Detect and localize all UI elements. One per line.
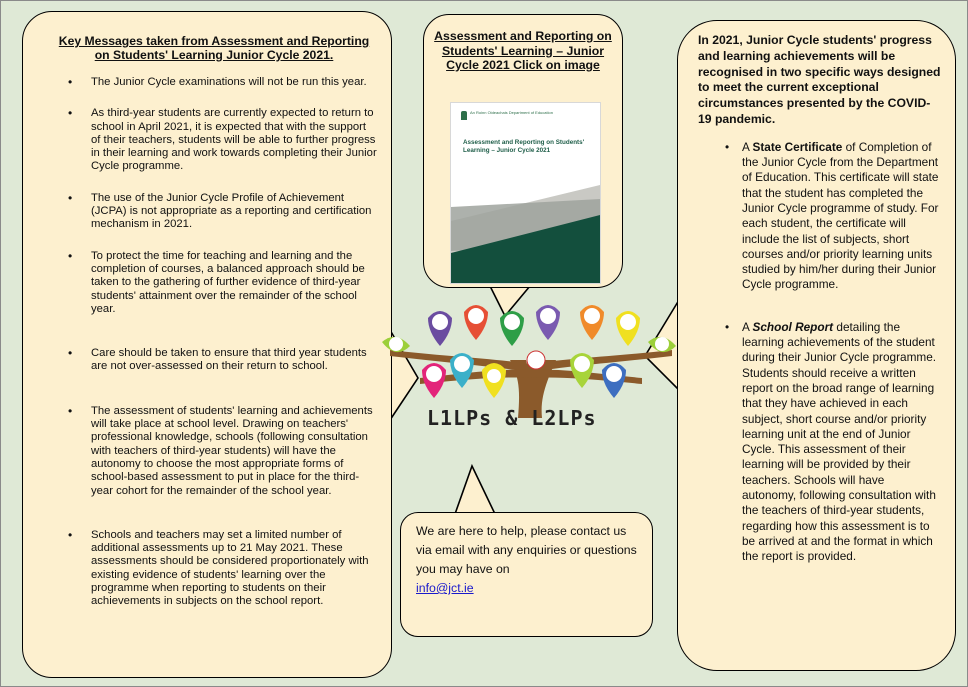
key-message-item: • Care should be taken to ensure that third year students are not over-assessed on their return to school. bbox=[91, 347, 377, 374]
key-messages-panel bbox=[22, 11, 392, 678]
email-link[interactable]: info@jct.ie bbox=[416, 581, 474, 595]
key-message-item: • Schools and teachers may set a limited number of additional assessments up to 21 May 2021. These assessments should be considered proportionately with existing evidence of students' learning over the programme when reporting to students on their achievements in subjects on the school report. bbox=[91, 529, 377, 609]
state-certificate-text: of Completion of the Junior Cycle from the Department of Education. This certificate will state that the student has completed the Junior Cycle programme of study. For each student, the certificate will include the list of subjects, short courses and/or priority learning units studied by him/her during their Junior Cycle programme. bbox=[742, 139, 939, 292]
recognition-panel bbox=[677, 20, 956, 671]
recognition-intro: In 2021, Junior Cycle students' progress and learning achievements will be recognised in two specific ways designed to meet the current exceptional circumstances presented by the COVID-19 pandemic. bbox=[698, 33, 941, 126]
document-link-panel bbox=[423, 14, 623, 288]
state-certificate-label: State Certificate bbox=[752, 139, 843, 154]
cover-graphic bbox=[451, 103, 600, 283]
document-cover-title: Assessment and Reporting on Students' Learning – Junior Cycle 2021 bbox=[463, 139, 585, 154]
key-message-item: • As third-year students are currently expected to return to school in April 2021, it is expected that with the support of their teachers, students will be able to further progress in their learning and work towards completing their Junior Cycle programme. bbox=[91, 107, 377, 173]
recognition-list bbox=[698, 140, 941, 565]
contact-message: We are here to help, please contact us via email with any enquiries or questions you may have on bbox=[416, 524, 637, 576]
contact-panel bbox=[400, 512, 653, 637]
document-link-caption[interactable]: Assessment and Reporting on Students' Learning – Junior Cycle 2021 Click on image bbox=[434, 29, 612, 72]
state-certificate-item bbox=[742, 140, 941, 293]
key-message-item: • The Junior Cycle examinations will not be run this year. bbox=[91, 76, 377, 89]
key-message-item: • The use of the Junior Cycle Profile of Achievement (JCPA) is not appropriate as a reporting and certification mechanism in 2021. bbox=[91, 192, 377, 232]
department-logo-text: An Roinn Oideachais Department of Education bbox=[470, 110, 553, 115]
key-message-item: • To protect the time for teaching and learning and the completion of courses, a balanced approach should be taken to the gathering of further evidence of third-year students' attainment over the remainder of the school year. bbox=[91, 250, 377, 316]
school-report-label: School Report bbox=[752, 319, 834, 334]
key-message-item: • The assessment of students' learning and achievements will take place at school level. Drawing on teachers' professional knowledge, schools (following consultation with teachers of third-year students) will have the autonomy to choose the most appropriate forms of school-based assessment to put in place for the third-year cohort for the remainder of the school year. bbox=[91, 405, 377, 498]
key-messages-title: Key Messages taken from Assessment and Reporting on Students' Learning Junior Cycle 2021. bbox=[58, 34, 370, 62]
school-report-item bbox=[742, 320, 941, 565]
tree-caption: L1LPs & L2LPs bbox=[427, 406, 597, 430]
school-report-text: detailing the learning achievements of the student during their Junior Cycle programme. Students should receive a written report on the broad range of learning that they have achieved in each subject, short course and/or priority learning unit at the end of Junior Cycle. This assessment of their learning will be provided by their teachers. Schools will have autonomy, following consultation with the teachers of third-year students, regarding how this assessment is to be arrived at and the format in which the report is provided. bbox=[742, 319, 937, 564]
item-prefix: A bbox=[742, 139, 753, 154]
document-cover-image[interactable] bbox=[450, 102, 601, 284]
contact-text bbox=[416, 522, 638, 598]
item-prefix: A bbox=[742, 319, 753, 334]
key-messages-list bbox=[47, 76, 377, 609]
